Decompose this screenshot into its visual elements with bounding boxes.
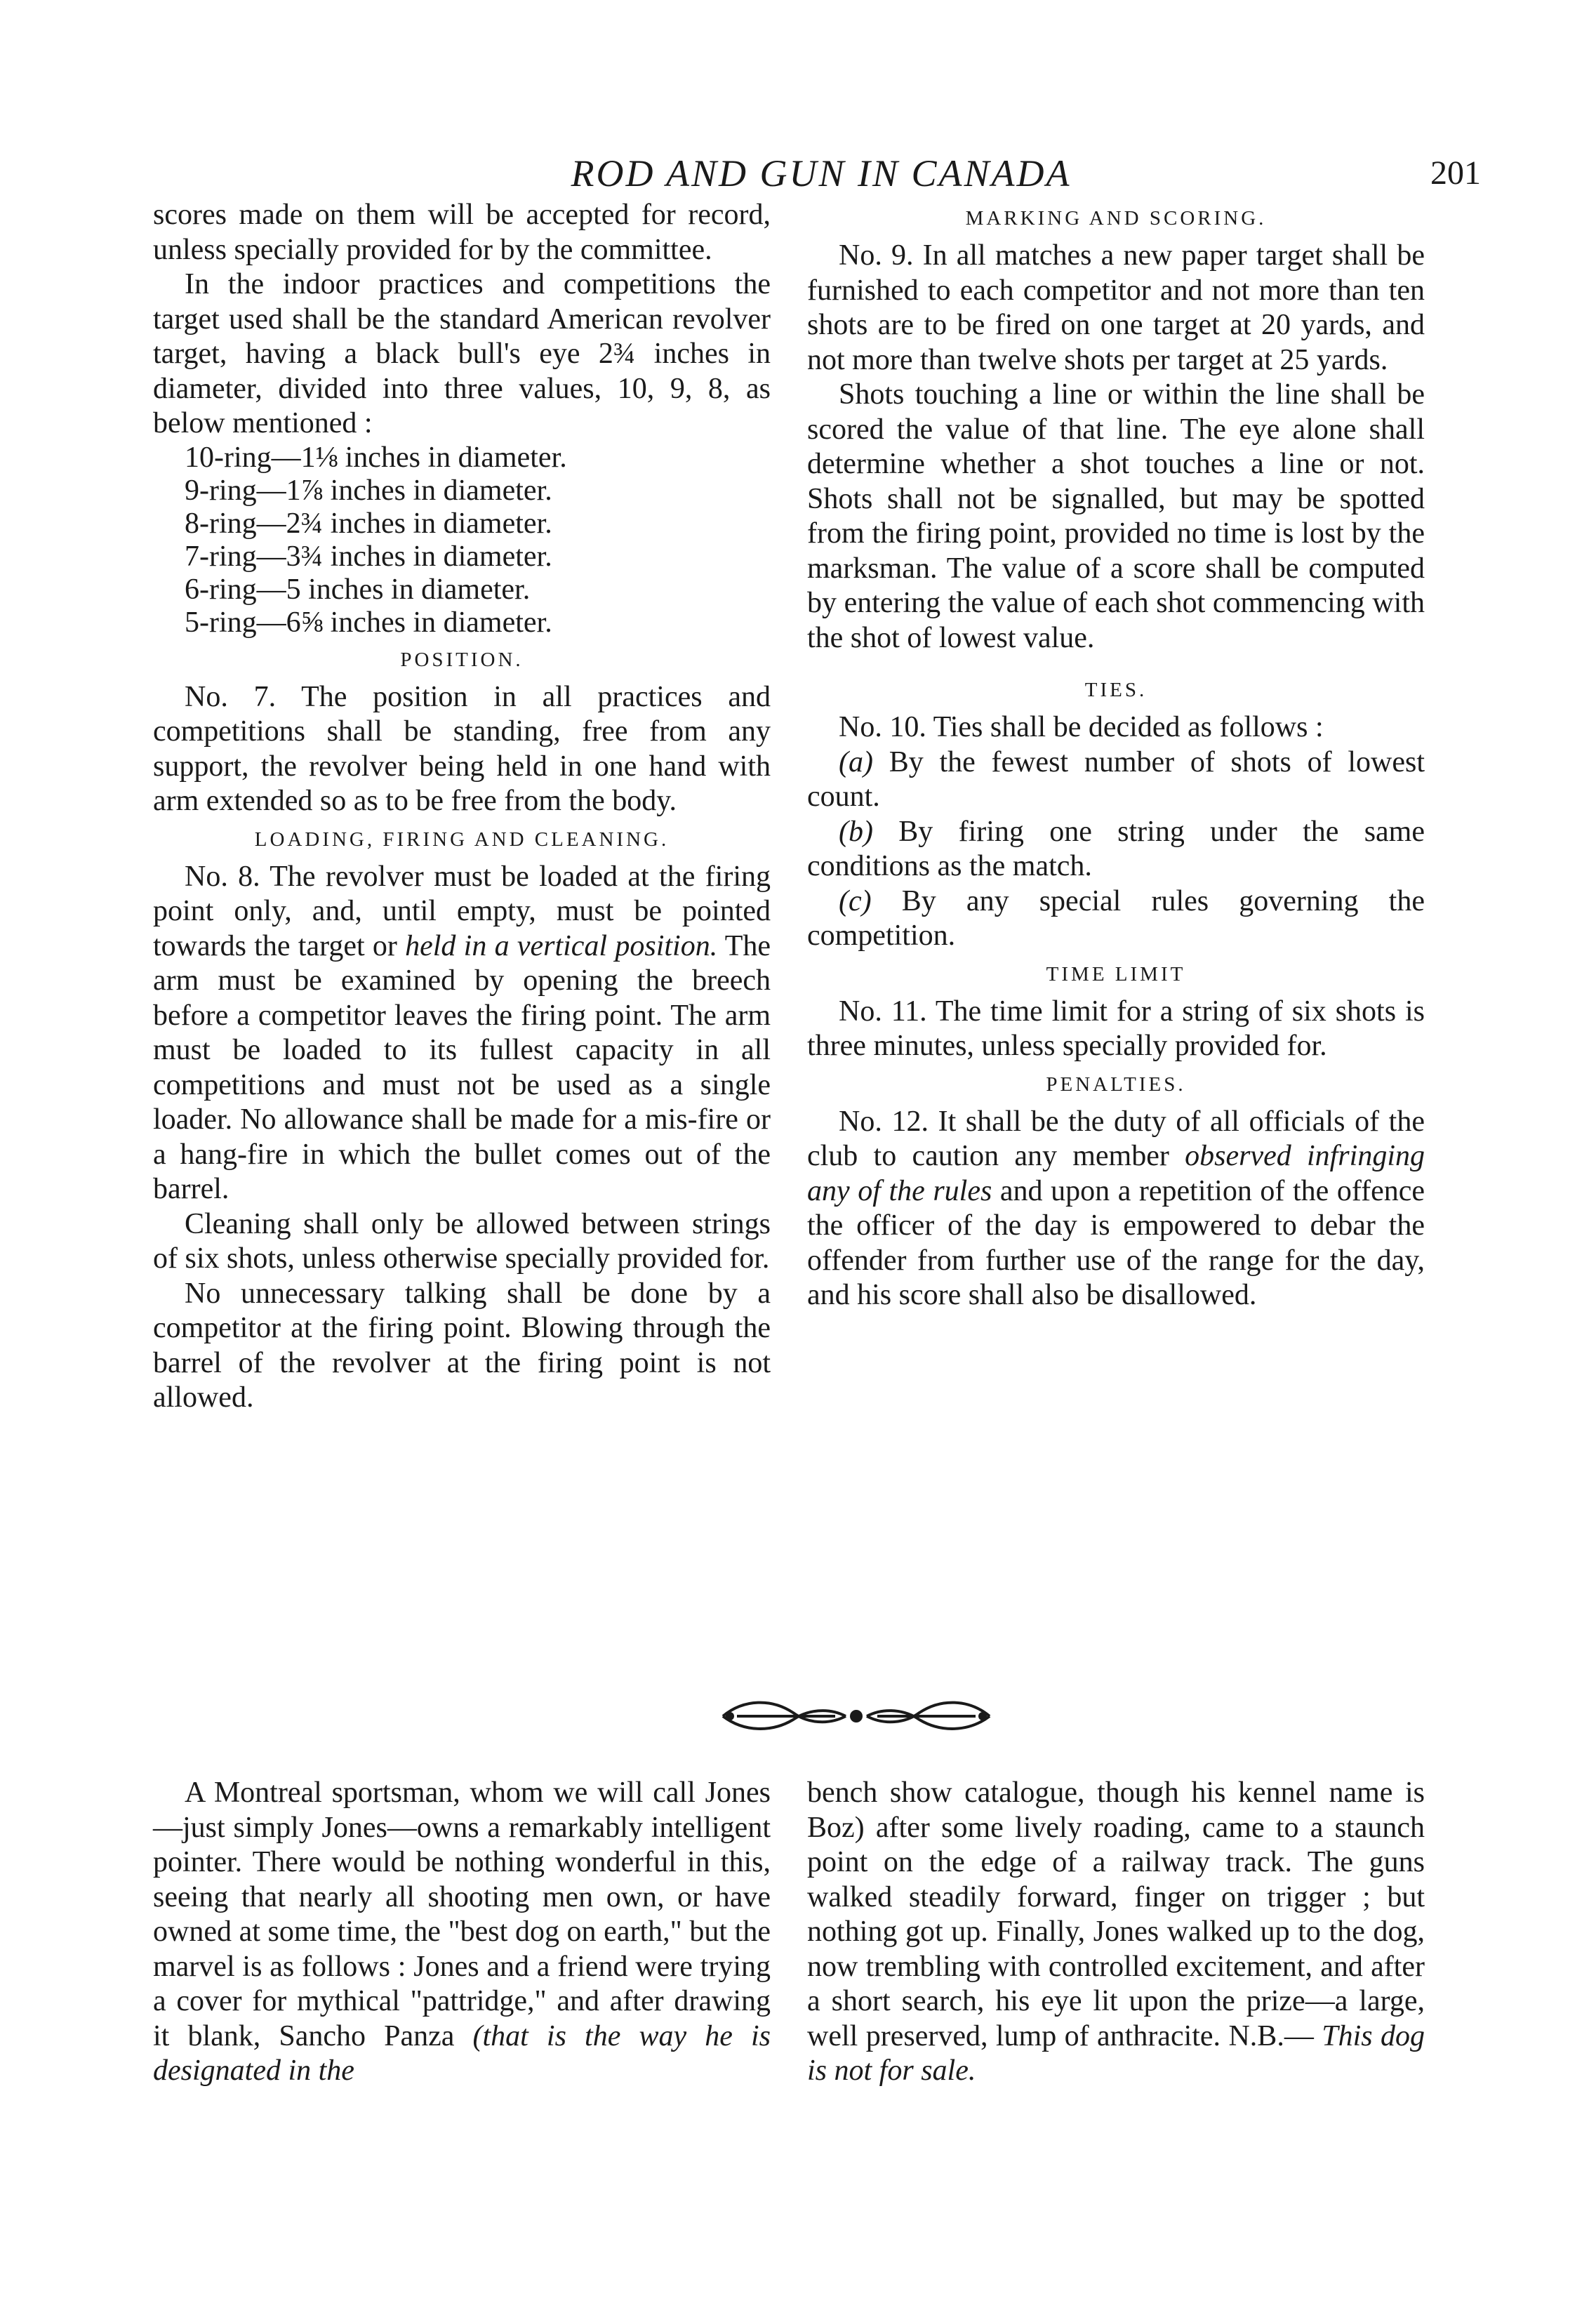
ring-item: 7-ring—3¾ inches in diameter.: [185, 540, 552, 573]
loading-heading: LOADING, FIRING AND CLEANING.: [254, 828, 670, 851]
ring-item: 8-ring—2¾ inches in diameter.: [185, 507, 552, 540]
position-paragraph: No. 7. The position in all practices and competitions shall be standing, free from any support, the revolver being held in one hand with arm extended so as to be free from the body.: [153, 680, 771, 817]
marking-heading: MARKING AND SCORING.: [965, 207, 1267, 230]
ties-heading: TIES.: [1084, 679, 1148, 701]
scoring-paragraph: Shots touching a line or within the line shall be scored the value of that line. The eye alone shall determine whether a shot touches a line or not. Shots shall not be signalled, but may be spotted from the firing point, provided no time is lost by the marksman. The value of a score shall be computed by entering the value of each shot commencing with the shot of lowest value.: [807, 378, 1425, 654]
ring-item: 6-ring—5 inches in diameter.: [185, 573, 531, 606]
time-limit-heading: TIME LIMIT: [1046, 962, 1186, 985]
running-head: [161, 149, 1481, 198]
story-closing-italic: This dog is not for sale.: [807, 2019, 1425, 2087]
marking-paragraph: No. 9. In all matches a new paper target shall be furnished to each competitor and not more than ten shots are to be fired on one target at 20 yards, and not more than twelve shots per target at 25 yards.: [807, 239, 1425, 376]
running-title: ROD AND GUN IN CANADA: [571, 152, 1072, 194]
ring-item: 10-ring—1⅛ inches in diameter.: [185, 441, 567, 474]
penalties-paragraph: No. 12. It shall be the duty of all officials of the club to caution any member observed infringing any of the rules and upon a repetition of the offence the officer of the day is empowered to debar the offender from further use of the range for the day, and his score shall also be disallowed.: [807, 1105, 1425, 1311]
penalties-italic: observed infringing any of the rules: [807, 1140, 1425, 1207]
ring-item: 5-ring—6⅝ inches in diameter.: [185, 606, 552, 639]
talking-paragraph: No unnecessary talking shall be done by a competitor at the firing point. Blowing through the barrel of the revolver at the firing point is not allowed.: [153, 1277, 771, 1414]
loading-paragraph: No. 8. The revolver must be loaded at the firing point only, and, until empty, must be pointed towards the target or held in a vertical position. The arm must be examined by opening the breech before a competitor leaves the firing point. The arm must be loaded to its fullest capacity in all competitions and must not be used as a single loader. No allowance shall be made for a mis-fire or a hang-fire in which the bullet comes out of the barrel.: [153, 860, 771, 1205]
right-column: [807, 198, 1425, 1313]
left-column: [153, 198, 771, 1416]
story-paragraph: A Montreal sportsman, whom we will call Jones—just simply Jones—owns a remarkably intelligent pointer. There would be nothing wonderful in this, seeing that nearly all shooting men own, or have owned at some time, the "best dog on earth," but the marvel is as follows : Jones and a friend were trying a cover for mythical "pattridge," and after drawing it blank, Sancho Panza (that is the way he is designated in the: [153, 1777, 771, 2087]
ties-option-b: (b) By firing one string under the same conditions as the match.: [807, 815, 1425, 882]
ties-option-a: (a) By the fewest number of shots of lowest count.: [807, 745, 1425, 813]
story-right-column: [807, 1776, 1425, 2089]
loading-italic: held in a vertical position.: [405, 929, 718, 962]
page-number: 201: [1430, 154, 1481, 192]
position-heading: POSITION.: [400, 648, 524, 671]
indoor-target-paragraph: In the indoor practices and competitions the target used shall be the standard American revolver target, having a black bull's eye 2¾ inches in diameter, divided into three values, 10, 9, 8, as below mentioned :: [153, 268, 771, 439]
story-left-column: [153, 1776, 771, 2089]
penalties-heading: PENALTIES.: [1046, 1073, 1186, 1096]
ties-intro: No. 10. Ties shall be decided as follows :: [839, 711, 1324, 743]
cleaning-paragraph: Cleaning shall only be allowed between strings of six shots, unless otherwise specially provided for.: [153, 1207, 771, 1275]
ties-option-c: (c) By any special rules governing the competition.: [807, 884, 1425, 952]
decorative-divider-icon: [716, 1692, 997, 1741]
ring-list: [153, 442, 771, 639]
time-limit-paragraph: No. 11. The time limit for a string of six shots is three minutes, unless specially provided for.: [807, 995, 1425, 1062]
story-paragraph-continued: bench show catalogue, though his kennel name is Boz) after some lively roading, came to a staunch point on the edge of a railway track. The guns walked steadily forward, finger on trigger ; but nothing got up. Finally, Jones walked up to the dog, now trembling with controlled excitement, and after a short search, his eye lit upon the prize—a large, well preserved, lump of anthracite. N.B.— This dog is not for sale.: [807, 1777, 1425, 2087]
intro-continuation: scores made on them will be accepted for record, unless specially provided for by the committee.: [153, 199, 771, 266]
ring-item: 9-ring—1⅞ inches in diameter.: [185, 474, 552, 507]
